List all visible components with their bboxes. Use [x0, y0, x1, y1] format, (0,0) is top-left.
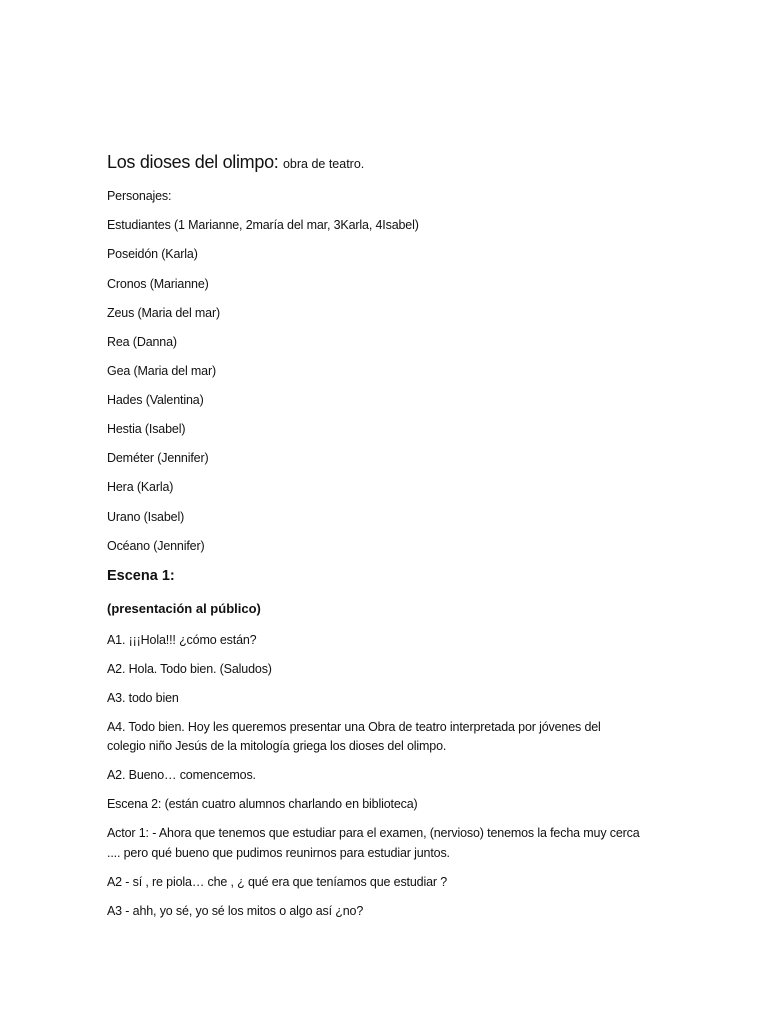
character-line: Rea (Danna): [107, 335, 177, 349]
dialogue-line: Escena 2: (están cuatro alumnos charlando en biblioteca): [107, 797, 418, 811]
character-line: Gea (Maria del mar): [107, 364, 216, 378]
dialogue-line: A1. ¡¡¡Hola!!! ¿cómo están?: [107, 633, 257, 647]
dialogue-line: A2. Bueno… comencemos.: [107, 768, 256, 782]
dialogue-line: Actor 1: - Ahora que tenemos que estudiar para el examen, (nervioso) tenemos la fecha muy cerca: [107, 826, 640, 840]
dialogue-line: A2. Hola. Todo bien. (Saludos): [107, 662, 272, 676]
title-main: Los dioses del olimpo:: [107, 152, 279, 172]
dialogue-line: A3 - ahh, yo sé, yo sé los mitos o algo así ¿no?: [107, 904, 364, 918]
dialogue-line: colegio niño Jesús de la mitología griega los dioses del olimpo.: [107, 739, 447, 753]
scene1-note: (presentación al público): [107, 601, 261, 616]
character-line: Zeus (Maria del mar): [107, 306, 220, 320]
dialogue-line: A3. todo bien: [107, 691, 179, 705]
character-line: Océano (Jennifer): [107, 539, 205, 553]
document-title: [107, 152, 364, 173]
dialogue-line: A2 - sí , re piola… che , ¿ qué era que teníamos que estudiar ?: [107, 875, 448, 889]
personajes-label: Personajes:: [107, 189, 172, 203]
character-line: Hera (Karla): [107, 480, 174, 494]
dialogue-line: A4. Todo bien. Hoy les queremos presentar una Obra de teatro interpretada por jóvenes del: [107, 720, 601, 734]
scene1-heading: Escena 1:: [107, 568, 175, 584]
dialogue-line: .... pero qué bueno que pudimos reunirnos para estudiar juntos.: [107, 846, 450, 860]
character-line: Deméter (Jennifer): [107, 451, 209, 465]
character-line: Cronos (Marianne): [107, 277, 209, 291]
character-line: Hestia (Isabel): [107, 422, 186, 436]
character-line: Poseidón (Karla): [107, 247, 198, 261]
character-line: Urano (Isabel): [107, 510, 185, 524]
title-sub: obra de teatro.: [282, 157, 365, 171]
character-line: Hades (Valentina): [107, 393, 204, 407]
character-line: Estudiantes (1 Marianne, 2maría del mar, 3Karla, 4Isabel): [107, 218, 419, 232]
